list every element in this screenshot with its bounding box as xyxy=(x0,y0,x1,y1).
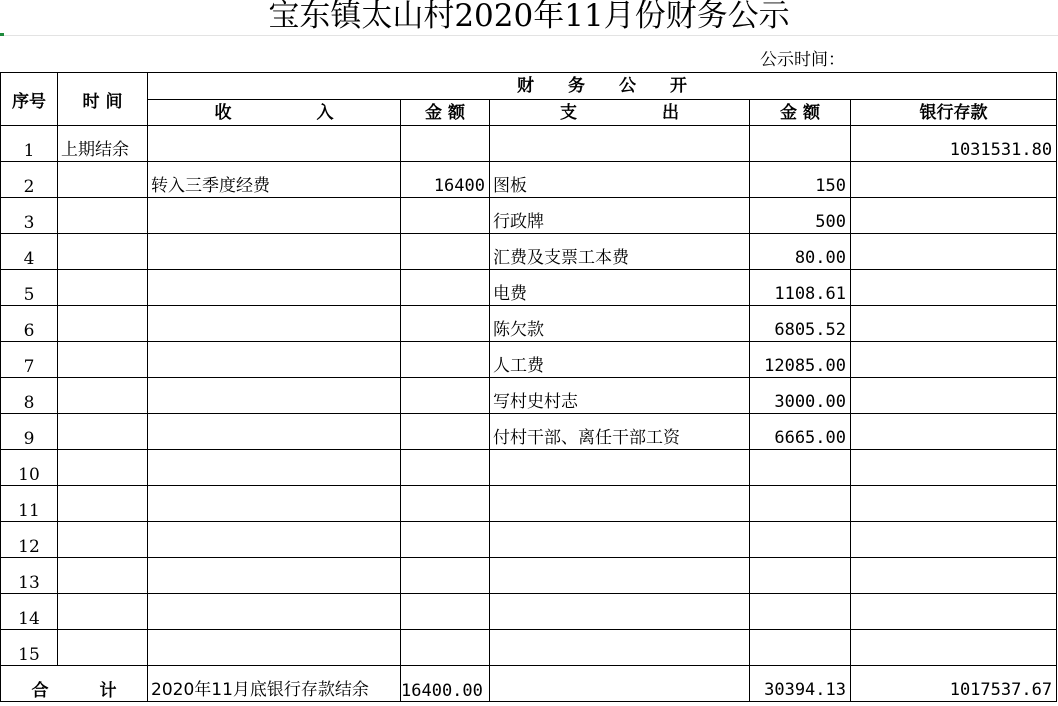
cell-seq: 6 xyxy=(1,306,58,342)
header-row-1 xyxy=(1,73,1057,100)
table-row xyxy=(1,558,1057,594)
cell-income-amount xyxy=(401,270,490,306)
cell-time xyxy=(58,594,148,630)
total-bank-deposit: 1017537.67 xyxy=(851,666,1057,702)
cell-expense: 汇费及支票工本费 xyxy=(490,234,750,270)
table-row xyxy=(1,522,1057,558)
total-label: 合 计 xyxy=(1,666,148,702)
table-row xyxy=(1,450,1057,486)
cell-expense xyxy=(490,558,750,594)
finance-ledger-table xyxy=(0,72,1057,702)
table-row xyxy=(1,198,1057,234)
cell-time xyxy=(58,306,148,342)
total-expense xyxy=(490,666,750,702)
cell-income-amount xyxy=(401,558,490,594)
cell-expense xyxy=(490,450,750,486)
cell-seq: 15 xyxy=(1,630,58,666)
cell-expense: 写村史村志 xyxy=(490,378,750,414)
cell-time xyxy=(58,234,148,270)
table-row xyxy=(1,306,1057,342)
header-time: 时 间 xyxy=(58,73,148,126)
cell-income-amount xyxy=(401,630,490,666)
cell-bank-deposit xyxy=(851,630,1057,666)
cell-bank-deposit xyxy=(851,234,1057,270)
cell-time xyxy=(58,486,148,522)
cell-expense: 陈欠款 xyxy=(490,306,750,342)
cell-expense-amount xyxy=(750,486,851,522)
cell-income-amount xyxy=(401,486,490,522)
cell-income-amount xyxy=(401,414,490,450)
table-row xyxy=(1,594,1057,630)
cell-bank-deposit xyxy=(851,594,1057,630)
cell-expense-amount xyxy=(750,450,851,486)
cell-time xyxy=(58,414,148,450)
table-row xyxy=(1,378,1057,414)
header-expense-amount: 金 额 xyxy=(750,100,851,126)
cell-income xyxy=(148,126,401,162)
cell-expense-amount: 500 xyxy=(750,198,851,234)
cell-time xyxy=(58,162,148,198)
cell-income xyxy=(148,594,401,630)
table-row xyxy=(1,162,1057,198)
cell-seq: 14 xyxy=(1,594,58,630)
cell-income-amount xyxy=(401,234,490,270)
cell-expense: 图板 xyxy=(490,162,750,198)
cell-bank-deposit xyxy=(851,198,1057,234)
cell-bank-deposit xyxy=(851,306,1057,342)
cell-income xyxy=(148,306,401,342)
cell-bank-deposit xyxy=(851,342,1057,378)
cell-expense-amount: 6805.52 xyxy=(750,306,851,342)
table-row xyxy=(1,630,1057,666)
cell-income xyxy=(148,342,401,378)
cell-seq: 8 xyxy=(1,378,58,414)
table-row xyxy=(1,234,1057,270)
cell-bank-deposit xyxy=(851,270,1057,306)
cell-time xyxy=(58,450,148,486)
cell-time xyxy=(58,270,148,306)
cell-bank-deposit xyxy=(851,378,1057,414)
cell-time xyxy=(58,522,148,558)
cell-seq: 7 xyxy=(1,342,58,378)
header-income: 收 入 xyxy=(148,100,401,126)
cell-income xyxy=(148,414,401,450)
cell-bank-deposit xyxy=(851,522,1057,558)
cell-seq: 5 xyxy=(1,270,58,306)
cell-expense-amount xyxy=(750,594,851,630)
cell-expense-amount xyxy=(750,630,851,666)
total-income-amount: 16400.00 xyxy=(401,666,490,702)
cell-income xyxy=(148,378,401,414)
cell-time xyxy=(58,630,148,666)
cell-expense-amount xyxy=(750,558,851,594)
cell-income-amount xyxy=(401,126,490,162)
cell-seq: 11 xyxy=(1,486,58,522)
cell-income xyxy=(148,630,401,666)
cell-seq: 13 xyxy=(1,558,58,594)
cell-time xyxy=(58,198,148,234)
header-finance-open: 财 务 公 开 xyxy=(148,73,1057,100)
cell-bank-deposit: 1031531.80 xyxy=(851,126,1057,162)
header-income-amount: 金 额 xyxy=(401,100,490,126)
cell-expense: 电费 xyxy=(490,270,750,306)
cell-time: 上期结余 xyxy=(58,126,148,162)
header-row-2 xyxy=(1,100,1057,126)
cell-bank-deposit xyxy=(851,450,1057,486)
cell-income: 转入三季度经费 xyxy=(148,162,401,198)
cell-time xyxy=(58,378,148,414)
cell-seq: 2 xyxy=(1,162,58,198)
cell-income-amount xyxy=(401,378,490,414)
cell-expense-amount: 6665.00 xyxy=(750,414,851,450)
cell-income xyxy=(148,270,401,306)
cell-income-amount xyxy=(401,594,490,630)
cell-income-amount xyxy=(401,450,490,486)
total-income-note: 2020年11月底银行存款结余 xyxy=(148,666,401,702)
cell-income xyxy=(148,234,401,270)
table-row xyxy=(1,270,1057,306)
cell-expense-amount: 3000.00 xyxy=(750,378,851,414)
cell-time xyxy=(58,342,148,378)
cell-income-amount xyxy=(401,306,490,342)
cell-seq: 3 xyxy=(1,198,58,234)
cell-expense: 付村干部、离任干部工资 xyxy=(490,414,750,450)
table-row xyxy=(1,414,1057,450)
cell-income xyxy=(148,486,401,522)
cell-bank-deposit xyxy=(851,414,1057,450)
cell-expense-amount: 80.00 xyxy=(750,234,851,270)
cell-expense-amount: 1108.61 xyxy=(750,270,851,306)
cell-expense xyxy=(490,486,750,522)
header-bank-deposit: 银行存款 xyxy=(851,100,1057,126)
publish-time-label: 公示时间： xyxy=(760,50,845,70)
cell-seq: 9 xyxy=(1,414,58,450)
cell-seq: 1 xyxy=(1,126,58,162)
cell-time xyxy=(58,558,148,594)
cell-income xyxy=(148,198,401,234)
cell-expense-amount: 150 xyxy=(750,162,851,198)
total-row xyxy=(1,666,1057,702)
cell-expense-amount: 12085.00 xyxy=(750,342,851,378)
cell-bank-deposit xyxy=(851,558,1057,594)
cell-seq: 10 xyxy=(1,450,58,486)
cell-expense xyxy=(490,630,750,666)
cell-expense-amount xyxy=(750,522,851,558)
cell-income xyxy=(148,522,401,558)
cell-expense xyxy=(490,522,750,558)
cell-income-amount xyxy=(401,198,490,234)
header-expense: 支 出 xyxy=(490,100,750,126)
cell-expense xyxy=(490,126,750,162)
cell-expense-amount xyxy=(750,126,851,162)
header-seq: 序号 xyxy=(1,73,58,126)
cell-expense xyxy=(490,594,750,630)
cell-bank-deposit xyxy=(851,162,1057,198)
cell-income-amount xyxy=(401,522,490,558)
total-expense-amount: 30394.13 xyxy=(750,666,851,702)
cell-bank-deposit xyxy=(851,486,1057,522)
cell-income xyxy=(148,558,401,594)
cell-expense: 人工费 xyxy=(490,342,750,378)
cell-expense: 行政牌 xyxy=(490,198,750,234)
table-row xyxy=(1,486,1057,522)
cell-income-amount xyxy=(401,342,490,378)
page-title: 宝东镇太山村2020年11月份财务公示 xyxy=(268,0,790,34)
table-row xyxy=(1,342,1057,378)
cell-seq: 4 xyxy=(1,234,58,270)
cell-income-amount: 16400 xyxy=(401,162,490,198)
table-row xyxy=(1,126,1057,162)
cell-seq: 12 xyxy=(1,522,58,558)
cell-income xyxy=(148,450,401,486)
